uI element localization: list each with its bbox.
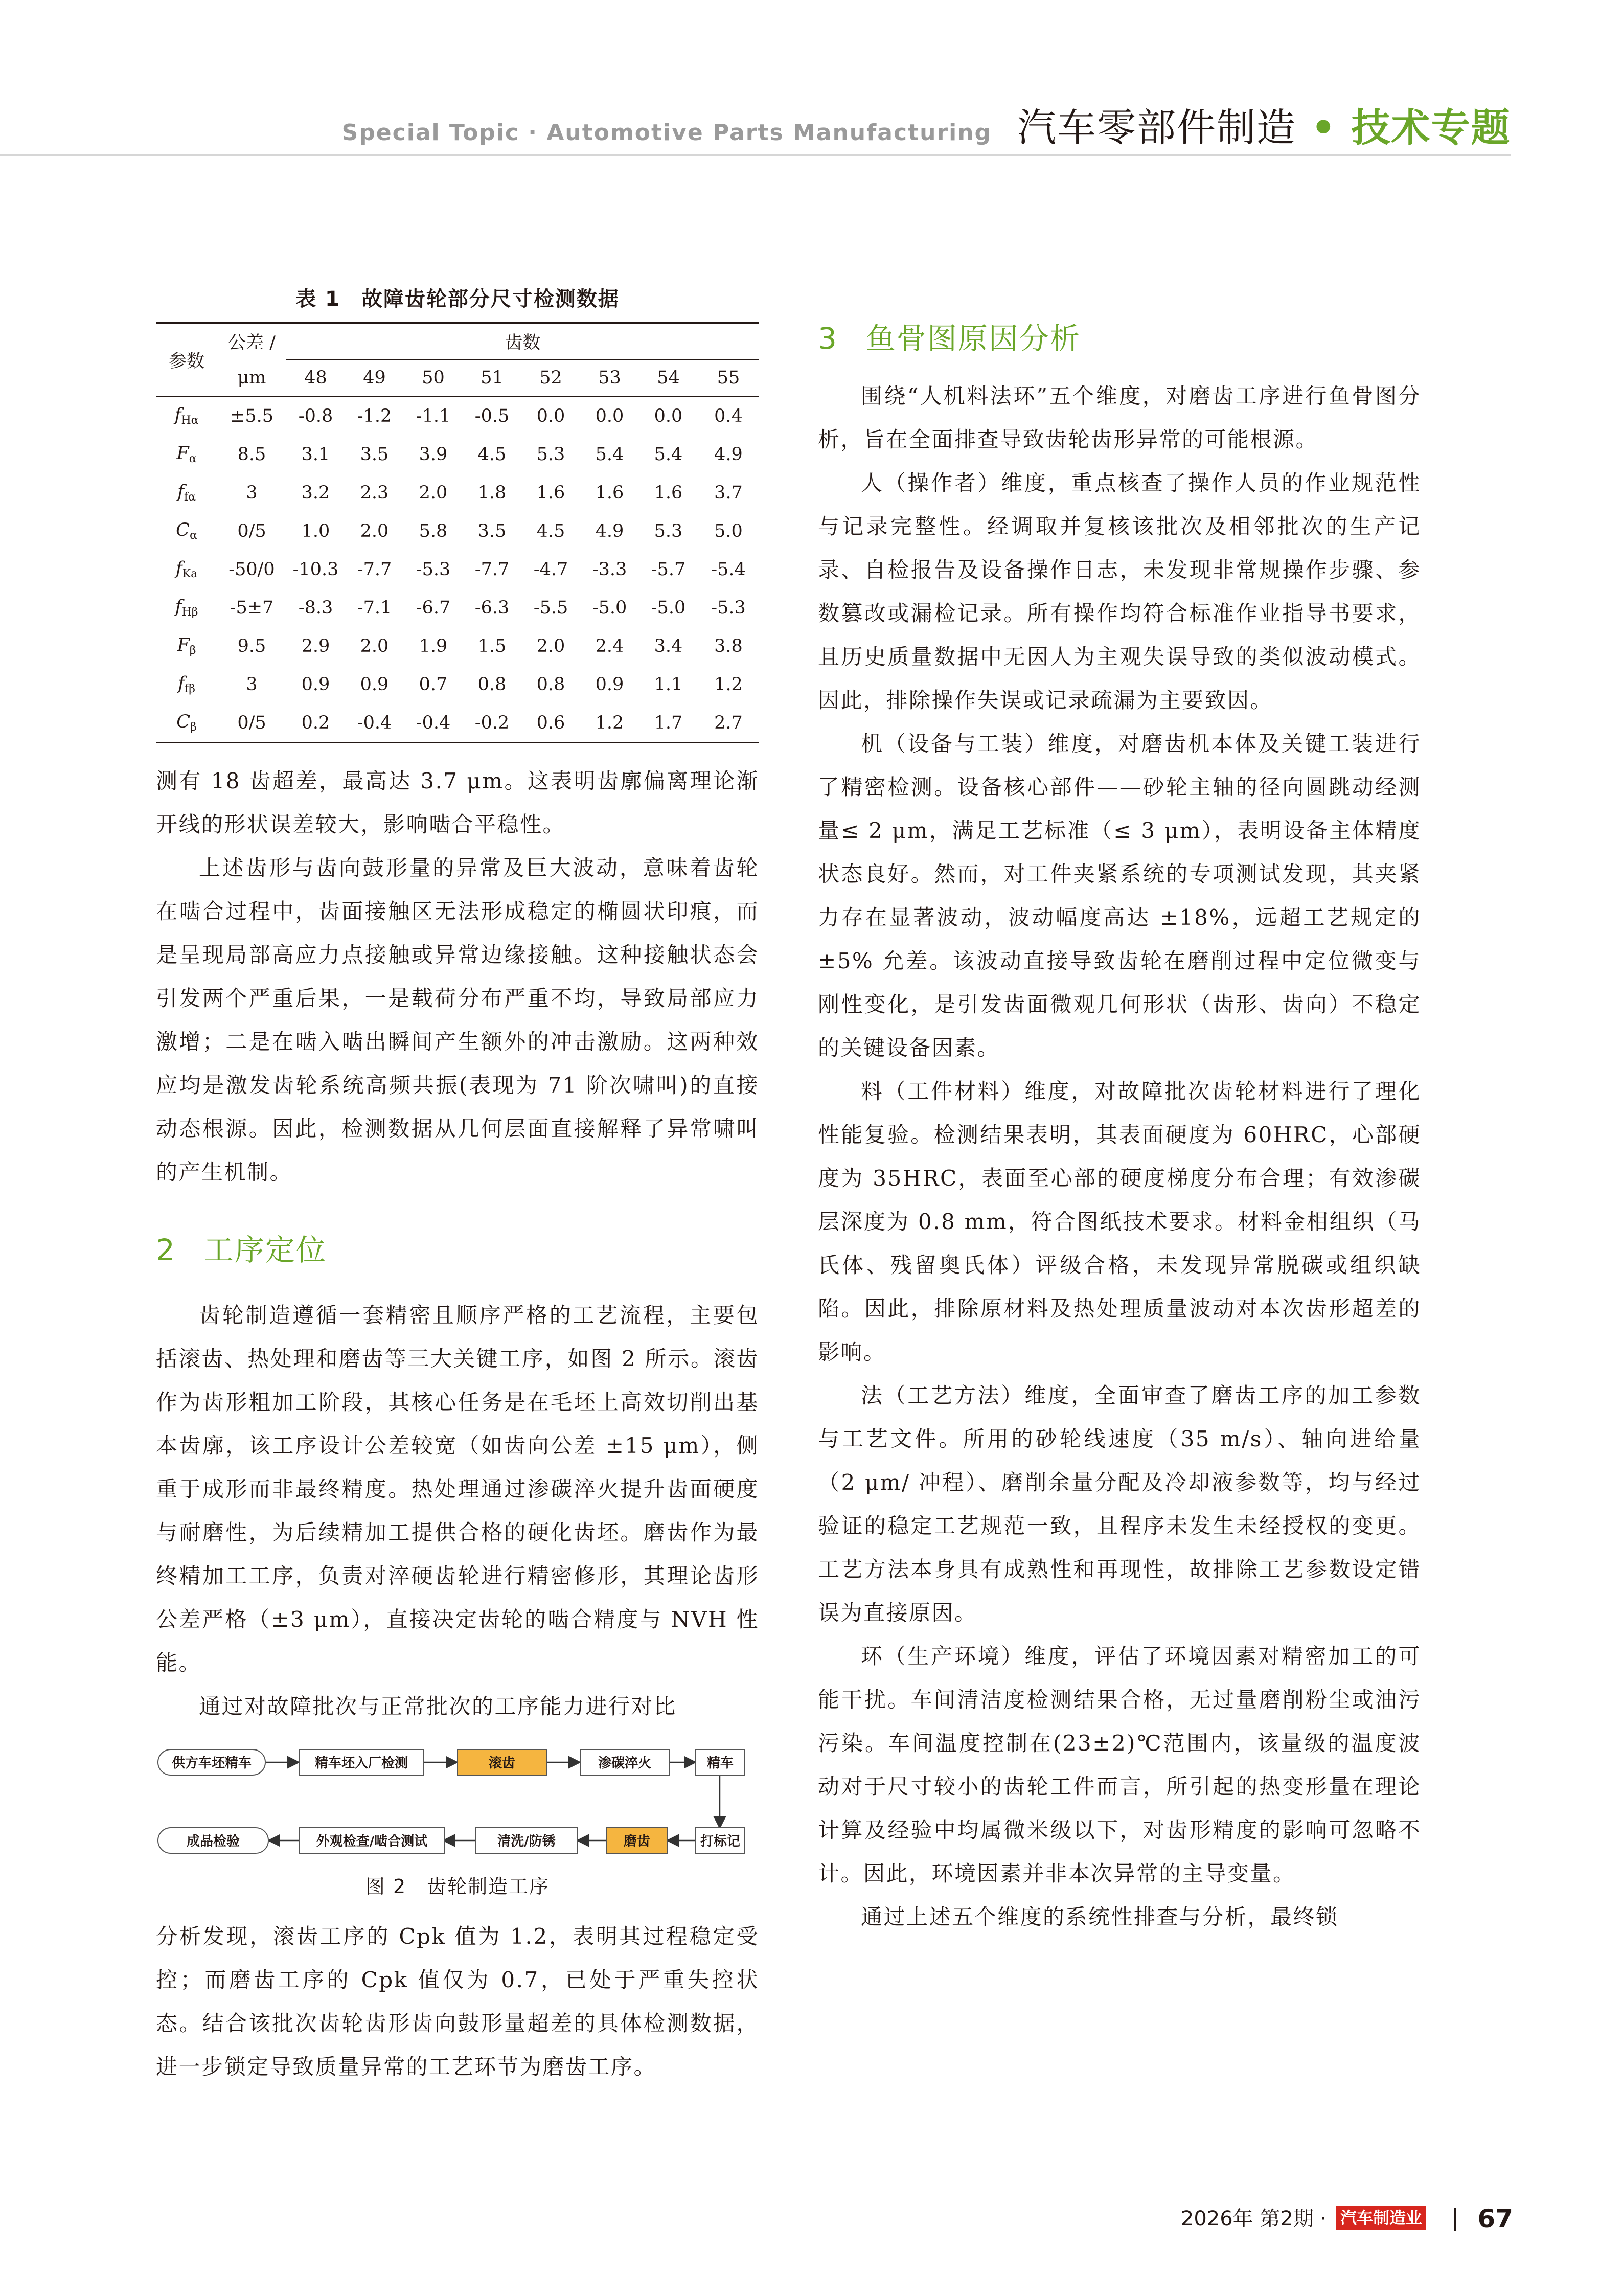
value-cell: 0.9 (360, 674, 389, 695)
param-symbol (156, 588, 217, 627)
left-column-body (156, 1293, 759, 1728)
value-cell: -0.4 (404, 703, 463, 743)
value-cell: 3.5 (477, 520, 507, 541)
page-footer (1125, 2201, 1513, 2237)
value-cell: -0.2 (463, 703, 521, 743)
value-cell: 2.0 (360, 635, 389, 656)
value-cell: -7.1 (357, 597, 392, 618)
param-subscript: Hα (181, 414, 199, 427)
value-cell: -5.3 (711, 597, 746, 618)
value-cell: 0.2 (286, 703, 345, 743)
flow-step-hobbing: 滚齿 (457, 1749, 547, 1776)
value-cell: -0.8 (298, 405, 333, 426)
value-cell: 1.6 (654, 482, 683, 503)
param-letter: f (175, 597, 182, 617)
paragraph: 齿轮制造遵循一套精密且顺序严格的工艺流程，主要包括滚齿、热处理和磨齿等三大关键工序，如图 2 所示。滚齿作为齿形粗加工阶段，其核心任务是在毛坯上高效切削出基本齿廓，该工序设计公差较宽（如齿向公差 ±15 μm），侧重于成形而非最终精度。热处理通过渗碳淬火提升齿面硬度与耐磨性，为后续精加工提供合格的硬化齿坯。磨齿作为最终精加工工序，负责对淬硬齿轮进行精密修形，其理论齿形公差严格（±3 μm），直接决定齿轮的啮合精度与 NVH 性能。 (156, 1303, 759, 1675)
param-subscript: α (189, 452, 197, 465)
flow-step-appearance-mesh-test: 外观检查/啮合测试 (299, 1827, 445, 1854)
footer-year-issue: 2026年 第2期 · (1180, 2207, 1333, 2231)
paragraph: 测有 18 齿超差，最高达 3.7 μm。这表明齿廓偏离理论渐开线的形状误差较大，影响啮合平稳性。 (156, 768, 759, 837)
header-journal-section: 汽车零部件制造 (1017, 105, 1296, 150)
left-column-continuation (156, 759, 759, 1194)
header-dot: • (1296, 105, 1352, 150)
param-letter: F (177, 635, 190, 655)
value-cell: -5.4 (711, 559, 746, 580)
param-symbol (156, 627, 217, 665)
paragraph: 法（工艺方法）维度，全面审查了磨齿工序的加工参数与工艺文件。所用的砂轮线速度（35 m/s）、轴向进给量（2 μm/ 冲程）、磨削余量分配及冷却液参数等，均与经过验证的稳定工艺规范一致，且程序未发生未经授权的变更。工艺方法本身具有成熟性和再现性，故排除工艺参数设定错误为直接原因。 (818, 1383, 1421, 1625)
value-cell: -1.1 (416, 405, 451, 426)
flow-step-marking: 打标记 (695, 1827, 745, 1854)
value-cell: 1.2 (714, 674, 743, 695)
tooth-number: 54 (639, 360, 698, 397)
value-cell: 5.3 (536, 444, 565, 465)
tooth-number: 50 (404, 360, 463, 397)
value-cell: -6.3 (474, 597, 510, 618)
value-cell: 4.9 (595, 520, 624, 541)
value-cell: 1.6 (595, 482, 624, 503)
value-cell: 0.9 (595, 674, 624, 695)
tolerance-cell: 9.5 (237, 635, 266, 656)
value-cell: -5.7 (651, 559, 686, 580)
paragraph: 机（设备与工装）维度，对磨齿机本体及关键工装进行了精密检测。设备核心部件——砂轮主轴的径向圆跳动经测量≤ 2 μm，满足工艺标准（≤ 3 μm），表明设备主体精度状态良好。然而，对工件夹紧系统的专项测试发现，其夹紧力存在显著波动，波动幅度高达 ±18%，远超工艺规定的 ±5% 允差。该波动直接导致齿轮在磨削过程中定位微变与刚性变化，是引发齿面微观几何形状（齿形、齿向）不稳定的关键设备因素。 (818, 731, 1421, 1060)
value-cell: 1.7 (639, 703, 698, 743)
value-cell: 0.9 (301, 674, 330, 695)
value-cell: -7.7 (357, 559, 392, 580)
value-cell: -4.7 (533, 559, 568, 580)
value-cell: 1.8 (477, 482, 507, 503)
page-number: 67 (1477, 2204, 1513, 2234)
value-cell: -8.3 (298, 597, 333, 618)
section-number: 2 (156, 1233, 176, 1267)
value-cell: 2.7 (698, 703, 759, 743)
value-cell: 5.8 (419, 520, 448, 541)
value-cell: 0.0 (595, 405, 624, 426)
value-cell: 1.1 (654, 674, 683, 695)
value-cell: -5.0 (592, 597, 627, 618)
flow-step-grinding: 磨齿 (606, 1827, 668, 1854)
paragraph: 通过对故障批次与正常批次的工序能力进行对比 (199, 1694, 677, 1719)
value-cell: 1.0 (301, 520, 330, 541)
running-header-chinese (1017, 102, 1511, 153)
param-letter: f (174, 405, 181, 425)
value-cell: -1.2 (357, 405, 392, 426)
tolerance-cell: 3 (246, 674, 258, 695)
value-cell: 0.8 (477, 674, 507, 695)
header-tolerance-unit: μm (217, 360, 286, 397)
header-teeth: 齿数 (286, 323, 759, 360)
paragraph: 围绕“人机料法环”五个维度，对磨齿工序进行鱼骨图分析，旨在全面排查导致齿轮齿形异常的可能根源。 (818, 383, 1421, 452)
tooth-number: 52 (521, 360, 580, 397)
param-symbol (156, 396, 217, 435)
tolerance-cell: ±5.5 (230, 405, 273, 426)
param-symbol (156, 435, 217, 473)
table-row (156, 435, 759, 473)
figure-caption: 图 2 齿轮制造工序 (365, 1875, 550, 1898)
tolerance-cell: -50/0 (228, 559, 275, 580)
value-cell: 2.0 (536, 635, 565, 656)
value-cell: 1.9 (419, 635, 448, 656)
right-column-body (818, 374, 1421, 1939)
value-cell: -0.4 (345, 703, 404, 743)
header-topic: 技术专题 (1351, 105, 1511, 150)
value-cell: 3.5 (360, 444, 389, 465)
value-cell: 0.4 (714, 405, 743, 426)
value-cell: 2.0 (419, 482, 448, 503)
value-cell: 2.0 (360, 520, 389, 541)
value-cell: 0.8 (536, 674, 565, 695)
value-cell: -7.7 (474, 559, 510, 580)
value-cell: 3.9 (419, 444, 448, 465)
section-title: 鱼骨图原因分析 (865, 321, 1081, 356)
paragraph: 环（生产环境）维度，评估了环境因素对精密加工的可能干扰。车间清洁度检测结果合格，无过量磨削粉尘或油污污染。车间温度控制在(23±2)℃范围内，该量级的温度波动对于尺寸较小的齿轮工件而言，所引起的热变形量在理论计算及经验中均属微米级以下，对齿形精度的影响可忽略不计。因此，环境因素并非本次异常的主导变量。 (818, 1644, 1421, 1886)
left-column-after-figure (156, 1915, 759, 2088)
value-cell: -5.3 (416, 559, 451, 580)
value-cell: 0.0 (536, 405, 565, 426)
param-subscript: fβ (185, 683, 195, 695)
param-subscript: β (189, 644, 196, 657)
tolerance-cell: -5±7 (230, 597, 274, 618)
header-tolerance: 公差 / (217, 323, 286, 360)
paragraph: 分析发现，滚齿工序的 Cpk 值为 1.2，表明其过程稳定受控；而磨齿工序的 Cpk 值仅为 0.7，已处于严重失控状态。结合该批次齿轮齿形齿向鼓形量超差的具体检测数据，进一步锁定导致质量异常的工艺环节为磨齿工序。 (156, 1924, 759, 2079)
param-subscript: β (190, 721, 197, 734)
value-cell: 4.5 (536, 520, 565, 541)
tooth-number: 51 (463, 360, 521, 397)
param-symbol (156, 665, 217, 703)
section-heading-3 (818, 318, 1421, 359)
param-letter: f (178, 673, 185, 694)
table-row (156, 550, 759, 588)
flow-step-incoming-inspection: 精车坯入厂检测 (299, 1749, 424, 1776)
value-cell: 2.4 (595, 635, 624, 656)
section-heading-2 (156, 1230, 759, 1270)
table-caption: 表 1 故障齿轮部分尺寸检测数据 (295, 287, 620, 311)
section-number: 3 (818, 321, 838, 356)
value-cell: 5.4 (654, 444, 683, 465)
flow-step-finish-turning: 精车 (695, 1749, 745, 1776)
table-row (156, 512, 759, 550)
value-cell: 1.6 (536, 482, 565, 503)
tolerance-cell: 3 (246, 482, 258, 503)
value-cell: 3.1 (301, 444, 330, 465)
flow-step-supplier-finish-turning: 供方车坯精车 (157, 1749, 266, 1776)
param-letter: C (176, 520, 190, 540)
tooth-number: 48 (286, 360, 345, 397)
header-param: 参数 (156, 323, 217, 397)
paragraph: 料（工件材料）维度，对故障批次齿轮材料进行了理化性能复验。检测结果表明，其表面硬度为 60HRC，心部硬度为 35HRC，表面至心部的硬度梯度分布合理；有效渗碳层深度为 0.8 mm，符合图纸技术要求。材料金相组织（马氏体、残留奥氏体）评级合格，未发现异常脱碳或组织缺陷。因此，排除原材料及热处理质量波动对本次齿形超差的影响。 (818, 1079, 1421, 1365)
tooth-number: 55 (698, 360, 759, 397)
value-cell: 0.6 (521, 703, 580, 743)
value-cell: 3.7 (714, 482, 743, 503)
param-symbol (156, 473, 217, 512)
value-cell: 3.4 (654, 635, 683, 656)
param-symbol (156, 512, 217, 550)
paragraph: 上述齿形与齿向鼓形量的异常及巨大波动，意味着齿轮在啮合过程中，齿面接触区无法形成稳定的椭圆状印痕，而是呈现局部高应力点接触或异常边缘接触。这种接触状态会引发两个严重后果，一是载荷分布严重不均，导致局部应力激增；二是在啮入啮出瞬间产生额外的冲击激励。这两种效应均是激发齿轮系统高频共振(表现为 71 阶次啸叫)的直接动态根源。因此，检测数据从几何层面直接解释了异常啸叫的产生机制。 (156, 855, 759, 1185)
tolerance-cell: 0/5 (237, 520, 266, 541)
param-letter: C (176, 712, 191, 732)
param-letter: f (177, 482, 184, 502)
value-cell: 5.4 (595, 444, 624, 465)
value-cell: 1.5 (477, 635, 507, 656)
tooth-number: 49 (345, 360, 404, 397)
journal-logo: 汽车制造业 (1336, 2206, 1426, 2230)
paragraph: 通过上述五个维度的系统性排查与分析，最终锁 (861, 1904, 1339, 1929)
footer-issue (1181, 2201, 1426, 2237)
value-cell: 2.3 (360, 482, 389, 503)
param-symbol (156, 550, 217, 588)
param-subscript: fα (184, 491, 196, 504)
value-cell: 5.3 (654, 520, 683, 541)
value-cell: 1.2 (580, 703, 639, 743)
flow-step-final-inspection: 成品检验 (157, 1827, 269, 1854)
table-row (156, 627, 759, 665)
value-cell: 3.8 (714, 635, 743, 656)
value-cell: 3.2 (301, 482, 330, 503)
flow-step-carburizing: 渗碳淬火 (580, 1749, 670, 1776)
value-cell: 4.5 (477, 444, 507, 465)
section-title: 工序定位 (203, 1233, 327, 1267)
table-row (156, 396, 759, 435)
table-row (156, 588, 759, 627)
value-cell: -0.5 (474, 405, 510, 426)
table-row (156, 665, 759, 703)
param-subscript: Hβ (181, 606, 198, 619)
value-cell: -5.0 (651, 597, 686, 618)
paragraph: 人（操作者）维度，重点核查了操作人员的作业规范性与记录完整性。经调取并复核该批次及相邻批次的生产记录、自检报告及设备操作日志，未发现非常规操作步骤、参数篡改或漏检记录。所有操作均符合标准作业指导书要求，且历史质量数据中无因人为主观失误导致的类似波动模式。因此，排除操作失误或记录疏漏为主要致因。 (818, 470, 1421, 713)
table-row (156, 473, 759, 512)
param-letter: f (175, 558, 182, 579)
param-letter: F (176, 443, 189, 464)
tooth-number: 53 (580, 360, 639, 397)
flow-step-cleaning: 清洗/防锈 (475, 1827, 578, 1854)
value-cell: -3.3 (592, 559, 627, 580)
measurement-table (156, 322, 759, 743)
value-cell: 4.9 (714, 444, 743, 465)
value-cell: -5.5 (533, 597, 568, 618)
param-symbol (156, 703, 217, 743)
value-cell: 0.0 (654, 405, 683, 426)
header-divider (0, 154, 1511, 156)
param-subscript: α (189, 529, 197, 542)
param-subscript: Ka (182, 567, 198, 580)
value-cell: -10.3 (292, 559, 339, 580)
value-cell: 5.0 (714, 520, 743, 541)
footer-separator (1454, 2208, 1456, 2231)
value-cell: 2.9 (301, 635, 330, 656)
running-header-english: Special Topic · Automotive Parts Manufacturing (341, 120, 992, 146)
tolerance-cell: 8.5 (237, 444, 266, 465)
tolerance-cell: 0/5 (217, 703, 286, 743)
value-cell: 0.7 (419, 674, 448, 695)
table-row (156, 703, 759, 743)
value-cell: -6.7 (416, 597, 451, 618)
